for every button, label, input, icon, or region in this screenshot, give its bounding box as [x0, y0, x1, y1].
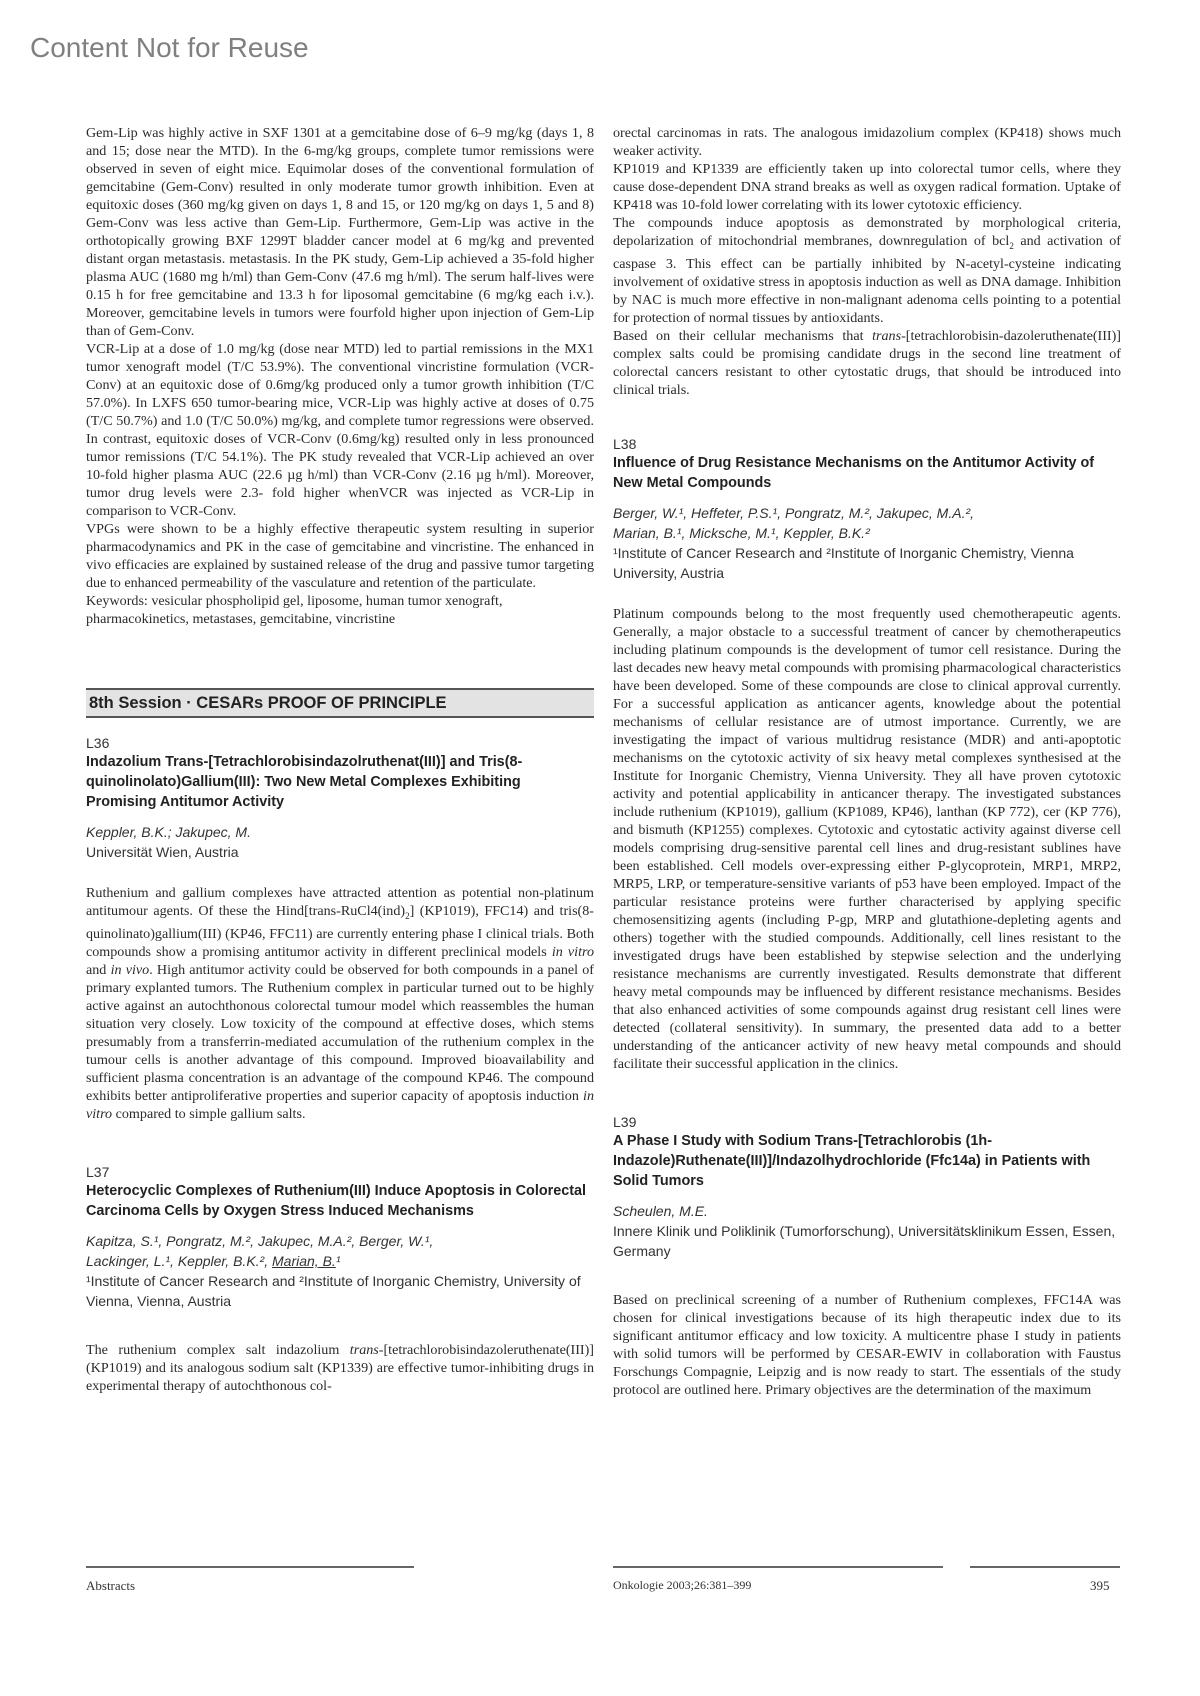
affiliation-marker: ¹ — [335, 1252, 341, 1269]
abstract-title: Indazolium Trans-[Tetrachlorobisindazolruthenat(III)] and Tris(8-quinolinolato)Gallium(III): Two New Metal Complexes Exhibiting Promising Antitumor Activity — [86, 754, 523, 810]
paragraph: VCR-Lip at a dose of 1.0 mg/kg (dose near MTD) led to partial remissions in the MX1 tumor xenograft model (T/C 53.9%). The conventional vincristine formulation (VCR-Conv) at an equitoxic dose of 0.6mg/kg produced only a tumor growth inhibition (T/C 57.0%). In LXFS 650 tumor-bearing mice, VCR-Lip was highly active at doses of 0.75 (T/C 50.7%) and 1.0 (T/C 50.0%) mg/kg, and complete tumor regressions were observed. In contrast, equitoxic doses of VCR-Conv (0.6mg/kg) resulted only in less pronounced tumor remissions (T/C 54.1%). The PK study revealed that VCR-Lip achieved an over 10-fold higher plasma AUC (22.6 µg h/ml) than VCR-Conv (2.16 µg h/ml). Moreover, tumor drug levels were 2.3- fold higher whenVCR was injected as VCR-Lip in comparison to VCR-Conv. — [86, 341, 594, 519]
abstract-number: L36 — [86, 735, 110, 751]
text: Based on their cellular mechanisms that — [613, 327, 873, 344]
presenting-author: Marian, B. — [272, 1252, 336, 1269]
abstract-body — [86, 884, 594, 1123]
subscript: 2 — [405, 910, 410, 921]
italic-text: trans — [349, 1341, 379, 1358]
paragraph: Gem-Lip was highly active in SXF 1301 at a gemcitabine dose of 6–9 mg/kg (days 1, 8 and 15; dose near the MTD). In the 6-mg/kg groups, complete tumor remissions were observed in seven of eight mice. Equimolar doses of the conventional formulation of gemcitabine (Gem-Conv) resulted in only moderate tumor growth inhibition. Even at equitoxic doses (360 mg/kg given on days 1, 8 and 15, or 120 mg/kg on days 1, 5 and 8) Gem-Conv was less active than Gem-Lip. Furthermore, Gem-Lip was active in the orthotopically growing BXF 1299T bladder cancer model at 6 mg/kg and prevented distant organ metastasis. metastasis. In the PK study, Gem-Lip achieved a 35-fold higher plasma AUC (1680 mg h/ml) than Gem-Conv (47.6 mg h/ml). The serum half-lives were 0.15 h for free gemcitabine and 13.3 h for liposomal gemcitabine (6 mg/kg each i.v.). Moreover, gemcitabine levels in tumors were fourfold higher upon injection of Gem-Lip than of Gem-Conv. — [86, 125, 594, 339]
paragraph: orectal carcinomas in rats. The analogous imidazolium complex (KP418) shows much weaker activity. — [613, 125, 1121, 159]
keywords: Keywords: vesicular phospholipid gel, liposome, human tumor xenograft, pharmacokinetics, metastases, gemcitabine, vincristine — [86, 593, 503, 627]
session-heading: 8th Session · CESARs PROOF OF PRINCIPLE — [86, 688, 594, 718]
abstract-l38 — [613, 435, 1121, 1073]
text: and activation of caspase 3. This effect can be partially inhibited by N-acetyl-cysteine indicating involvement of oxidative stress in apoptosis induction as well as DNA damage. Inhibition by NAC is much more effective in non-malignant adenoma cells pointing to a potential for protection of normal tissues by antioxidants. — [613, 233, 1121, 326]
subscript: 2 — [1009, 240, 1014, 251]
text: The ruthenium complex salt indazolium — [86, 1341, 350, 1358]
abstract-affiliation: ¹Institute of Cancer Research and ²Institute of Inorganic Chemistry, University of Vienna, Vienna, Austria — [86, 1272, 581, 1309]
abstract-l37 — [86, 1163, 594, 1395]
authors-line: Berger, W.¹, Heffeter, P.S.¹, Pongratz, M.², Jakupec, M.A.², — [613, 504, 975, 521]
abstract-affiliation: ¹Institute of Cancer Research and ²Institute of Inorganic Chemistry, Vienna University, Austria — [613, 544, 1074, 581]
abstract-title: Heterocyclic Complexes of Ruthenium(III) Induce Apoptosis in Colorectal Carcinoma Cells by Oxygen Stress Induced Mechanisms — [86, 1182, 587, 1219]
text: and — [86, 961, 111, 978]
text: The compounds induce apoptosis as demonstrated by morphological criteria, depolarization of mitochondrial membranes, downregulation of bcl — [613, 215, 1121, 249]
text: -[tetrachlorobisindazoleruthenate(III)] (KP1019) and its analogous sodium salt (KP1339) are effective tumor-inhibiting drugs in experimental therapy of autochthonous col- — [86, 1341, 594, 1394]
abstract-l39 — [613, 1113, 1121, 1399]
abstract-body — [86, 1341, 594, 1395]
abstract-body: Based on preclinical screening of a number of Ruthenium complexes, FFC14A was chosen for clinical investigations because of its high therapeutic index due to its significant antitumor efficacy and low toxicity. A multicentre phase I study in patients with solid tumors will be performed by CESAR-EWIV in collaboration with Faustus Forschungs Compagnie, Leipzig and is now ready to start. The essentials of the study protocol are outlined here. Primary objectives are the determination of the maximum — [613, 1291, 1121, 1398]
abstract-authors — [613, 503, 1121, 543]
paragraph: VPGs were shown to be a highly effective therapeutic system resulting in superior pharmacodynamics and PK in the case of gemcitabine and vincristine. The enhanced in vivo efficacies are explained by sustained release of the drug and passive tumor targeting due to enhanced permeability of the vasculature and retention of the particulate. — [86, 521, 594, 591]
abstract-title: A Phase I Study with Sodium Trans-[Tetrachlorobis (1h-Indazole)Ruthenate(III)]/Indazolhydrochloride (Ffc14a) in Patients with Solid Tumors — [613, 1132, 1091, 1189]
abstract-authors: Scheulen, M.E. — [613, 1202, 708, 1219]
watermark: Content Not for Reuse — [30, 32, 309, 63]
text: -[tetrachlorobisin-dazoleruthenate(III)] complex salts could be promising candidate drugs in the second line treatment of colorectal cancers resistant to other cytostatic drugs, that should be introduced into clinical trials. — [613, 327, 1121, 398]
italic-text: in vivo — [110, 961, 150, 978]
italic-text: in vitro — [86, 1087, 594, 1122]
text: ] (KP1019), FFC14) and tris(8-quinolinato)gallium(III) (KP46, FFC11) are currently entering phase I clinical trials. Both compounds show a promising antitumor activity in different preclinical models — [86, 903, 594, 960]
abstract-affiliation: Universität Wien, Austria — [86, 844, 239, 860]
paragraph: KP1019 and KP1339 are efficiently taken up into colorectal tumor cells, where they cause dose-dependent DNA strand breaks as well as oxygen radical formation. Uptake of KP418 was 10-fold lower correlating with its lower cytotoxic efficiency. — [613, 161, 1121, 213]
abstract-number: L37 — [86, 1163, 110, 1180]
text: Ruthenium and gallium complexes have attracted attention as potential non-platinum antitumour agents. Of these the Hind[trans-RuCl4(ind) — [86, 885, 594, 919]
footer-rule — [86, 1566, 414, 1568]
left-column — [86, 124, 594, 1395]
paragraph — [613, 214, 1121, 327]
italic-text: trans — [872, 327, 902, 344]
footer-citation: Onkologie 2003;26:381–399 — [613, 1578, 752, 1592]
abstract-title: Influence of Drug Resistance Mechanisms on the Antitumor Activity of New Metal Compounds — [613, 454, 1095, 491]
abstract-number: L39 — [613, 1113, 637, 1130]
abstract-affiliation: Innere Klinik und Poliklinik (Tumorforschung), Universitätsklinikum Essen, Essen, Germany — [613, 1222, 1116, 1259]
abstract-body: Platinum compounds belong to the most frequently used chemotherapeutic agents. Generally, a major obstacle to a successful treatment of cancer by chemotherapeutics including platinum compounds is the development of tumor cell resistance. During the last decades new heavy metal compounds with promising pharmacological characteristics have been developed. Some of these compounds are close to clinical approval currently. For a successful application as anticancer agents, knowledge about the potential mechanisms of cellular resistance are of utmost importance. Currently, we are investigating the impact of various multidrug resistance (MDR) and anti-apoptotic mechanisms on the cytotoxic activity of six heavy metal complexes synthesised at the Institute for Inorganic Chemistry, Vienna University. They all have proven cytotoxic activity and potential applicability in anticancer therapy. The investigated substances include ruthenium (KP1019), gallium (KP1089, KP46), lanthan (KP 772), cer (KP 776), and bismuth (KP1255) complexes. Cytotoxic and cytostatic activity against diverse cell models comprising drug-sensitive parental cell lines and drug-resistant sublines have been established. Cell models over-expressing either P-glycoprotein, MRP1, MRP2, MRP5, LRP, or temperature-sensitive variants of p53 have been employed. Impact of the particular resistance proteins were further characterised by applying specific chemosensitizing agents (including P-gp, MRP and glutathione-depleting agents and others) together with the studied compounds. Additionally, cell lines resistant to the investigated drugs have been established by stepwise selection and the underlying resistance mechanisms are currently investigated. Results demonstrate that different heavy metal compounds may be influenced by different resistance mechanisms. Besides that also enhanced activities of some compounds against drug resistant cell lines were detected (collateral sensitivity). In summary, the presented data add to a better understanding of the anticancer activity of new heavy metal compounds and should facilitate their successful application in the clinics. — [613, 605, 1121, 1072]
text: . High antitumor activity could be observed for both compounds in a panel of primary explanted tumors. The Ruthenium complex in particular turned out to be highly active against an autochthonous colorectal tumour model which reassembles the human situation very closely. Low toxicity of the compound at effective doses, which stems presumably from a transferrin-mediated accumulation of the ruthenium complex in the tumour cells is another advantage of this compound. Improved bioavailability and sufficient plasma concentration is an advantage of the compound KP46. The compound exhibits better antiproliferative properties and superior capacity of apoptosis induction — [86, 961, 595, 1104]
authors-line: Kapitza, S.¹, Pongratz, M.², Jakupec, M.A.², Berger, W.¹, — [86, 1232, 434, 1249]
footer-rule — [970, 1566, 1120, 1568]
paragraph — [613, 327, 1121, 399]
footer-rule — [613, 1566, 943, 1568]
abstract-l36 — [86, 734, 594, 1123]
abstract-authors — [86, 1231, 594, 1271]
abstract-number: L38 — [613, 435, 637, 452]
abstract-authors: Keppler, B.K.; Jakupec, M. — [86, 824, 251, 840]
italic-text: in vitro — [551, 943, 594, 960]
page-number: 395 — [1090, 1578, 1110, 1593]
authors-line: Lackinger, L.¹, Keppler, B.K.², — [86, 1252, 272, 1269]
footer-section: Abstracts — [86, 1578, 136, 1593]
text: compared to simple gallium salts. — [112, 1105, 306, 1122]
authors-line: Marian, B.¹, Micksche, M.¹, Keppler, B.K.² — [613, 524, 870, 541]
right-column — [613, 124, 1121, 1399]
